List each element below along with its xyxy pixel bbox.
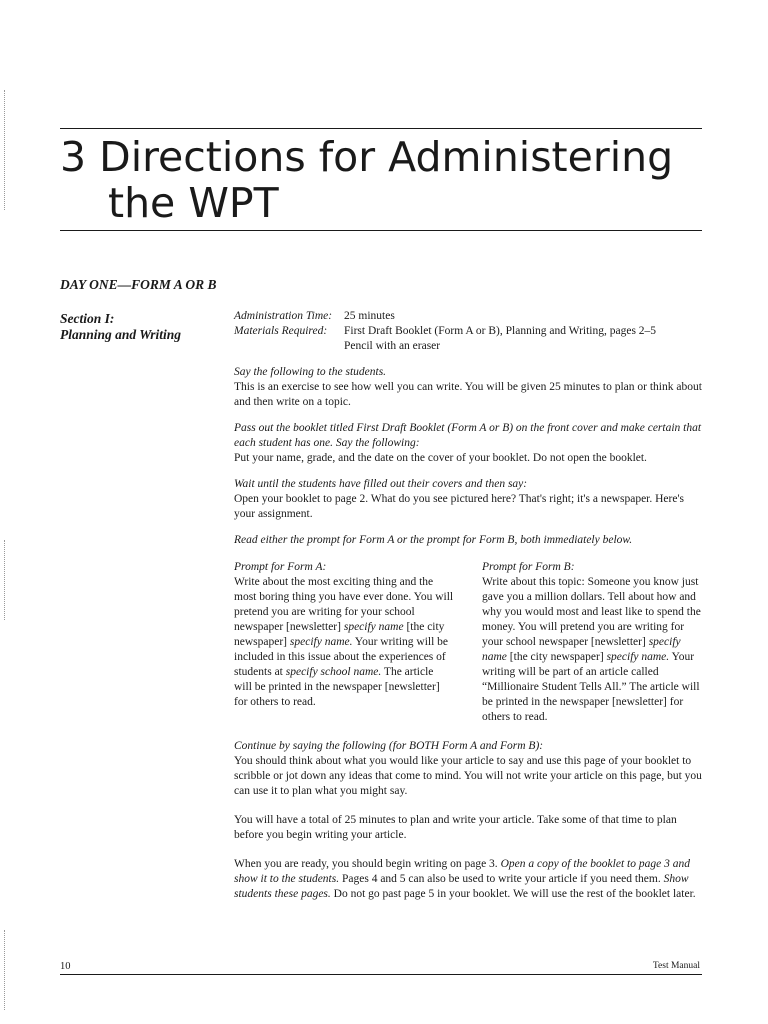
spoken-text: Open your booklet to page 2. What do you see pictured here? That's right; it's a newspaper. Here's your assignment.	[234, 493, 685, 520]
prompt-form-a-text: Write about the most exciting thing and the most boring thing you have ever done. You will pretend you are writing for your school newspaper [newsletter] specify name [the city newspaper] specify name. Your writing will be included in this issue about the experiences of students at specify school name. The article will be printed in the newspaper [newsletter] for others to read.	[234, 576, 454, 708]
teacher-direction: Continue by saying the following (for BOTH Form A and Form B):	[234, 740, 544, 752]
instruction-block-2	[234, 421, 702, 466]
administration-time-row	[234, 309, 702, 324]
materials-required-value: First Draft Booklet (Form A or B), Planning and Writing, pages 2–5 Pencil with an eraser	[344, 325, 657, 352]
spoken-text: When you are ready, you should begin writing on page 3. Open a copy of the booklet to page 3 and show it to the students. Pages 4 and 5 can also be used to write your article if you need them. Show students these pages. Do not go past page 5 in your booklet. We will use the rest of the booklet later.	[234, 858, 696, 900]
scan-margin-mark	[4, 90, 6, 210]
administration-time-value: 25 minutes	[344, 310, 395, 322]
page-number: 10	[60, 961, 71, 972]
administration-time-label: Administration Time:	[234, 310, 333, 322]
materials-required-row	[234, 324, 702, 354]
chapter-title	[60, 128, 720, 226]
day-heading: DAY ONE—FORM A OR B	[60, 277, 217, 292]
teacher-direction: Pass out the booklet titled First Draft Booklet (Form A or B) on the front cover and make certain that each student has one. Say the following:	[234, 422, 702, 449]
spoken-text: You should think about what you would like your article to say and use this page of your booklet to scribble or jot down any ideas that come to mind. You will not write your article on this page, but you can use it to plan what you might say.	[234, 755, 702, 797]
teacher-direction: Wait until the students have filled out their covers and then say:	[234, 478, 528, 490]
prompt-form-b-title: Prompt for Form B:	[482, 561, 575, 573]
teacher-direction: Read either the prompt for Form A or the prompt for Form B, both immediately below.	[234, 534, 633, 546]
scan-margin-mark	[4, 540, 6, 620]
spoken-text: Put your name, grade, and the date on the cover of your booklet. Do not open the booklet.	[234, 452, 647, 464]
prompts-columns	[234, 560, 702, 725]
spoken-text: This is an exercise to see how well you can write. You will be given 25 minutes to plan or think about and then write on a topic.	[234, 381, 702, 408]
prompt-form-a	[234, 560, 454, 725]
chapter-title-line-1: 3 Directions for Administering	[60, 133, 674, 181]
instruction-block-total-time	[234, 813, 702, 843]
prompt-form-a-title: Prompt for Form A:	[234, 561, 327, 573]
page-footer	[60, 962, 702, 975]
teacher-direction: Say the following to the students.	[234, 366, 387, 378]
instruction-block-3	[234, 477, 702, 522]
instructions-body	[234, 309, 702, 902]
spoken-text: You will have a total of 25 minutes to plan and write your article. Take some of that time to plan before you begin writing your article.	[234, 814, 677, 841]
instruction-block-1	[234, 365, 702, 410]
instruction-block-continue	[234, 739, 702, 799]
section-heading	[60, 311, 220, 343]
prompt-form-b	[482, 560, 702, 725]
scan-margin-mark	[4, 930, 6, 1010]
chapter-title-line-2: the WPT	[108, 179, 279, 227]
title-bottom-rule	[60, 230, 702, 231]
materials-required-label: Materials Required:	[234, 325, 328, 337]
section-heading-line-2: Planning and Writing	[60, 327, 182, 342]
footer-title: Test Manual	[652, 961, 700, 971]
instruction-block-final	[234, 857, 702, 902]
instruction-block-4	[234, 533, 702, 548]
prompt-form-b-text: Write about this topic: Someone you know just gave you a million dollars. Tell about how and why you would most and least like to spend the money. You will pretend you are writing for your school newspaper [newsletter] specify name [the city newspaper] specify name. Your writing will be part of an article called “Millionaire Student Tells All.” The article will be printed in the newspaper [newsletter] for others to read.	[482, 576, 701, 723]
section-heading-line-1: Section I:	[60, 311, 115, 326]
